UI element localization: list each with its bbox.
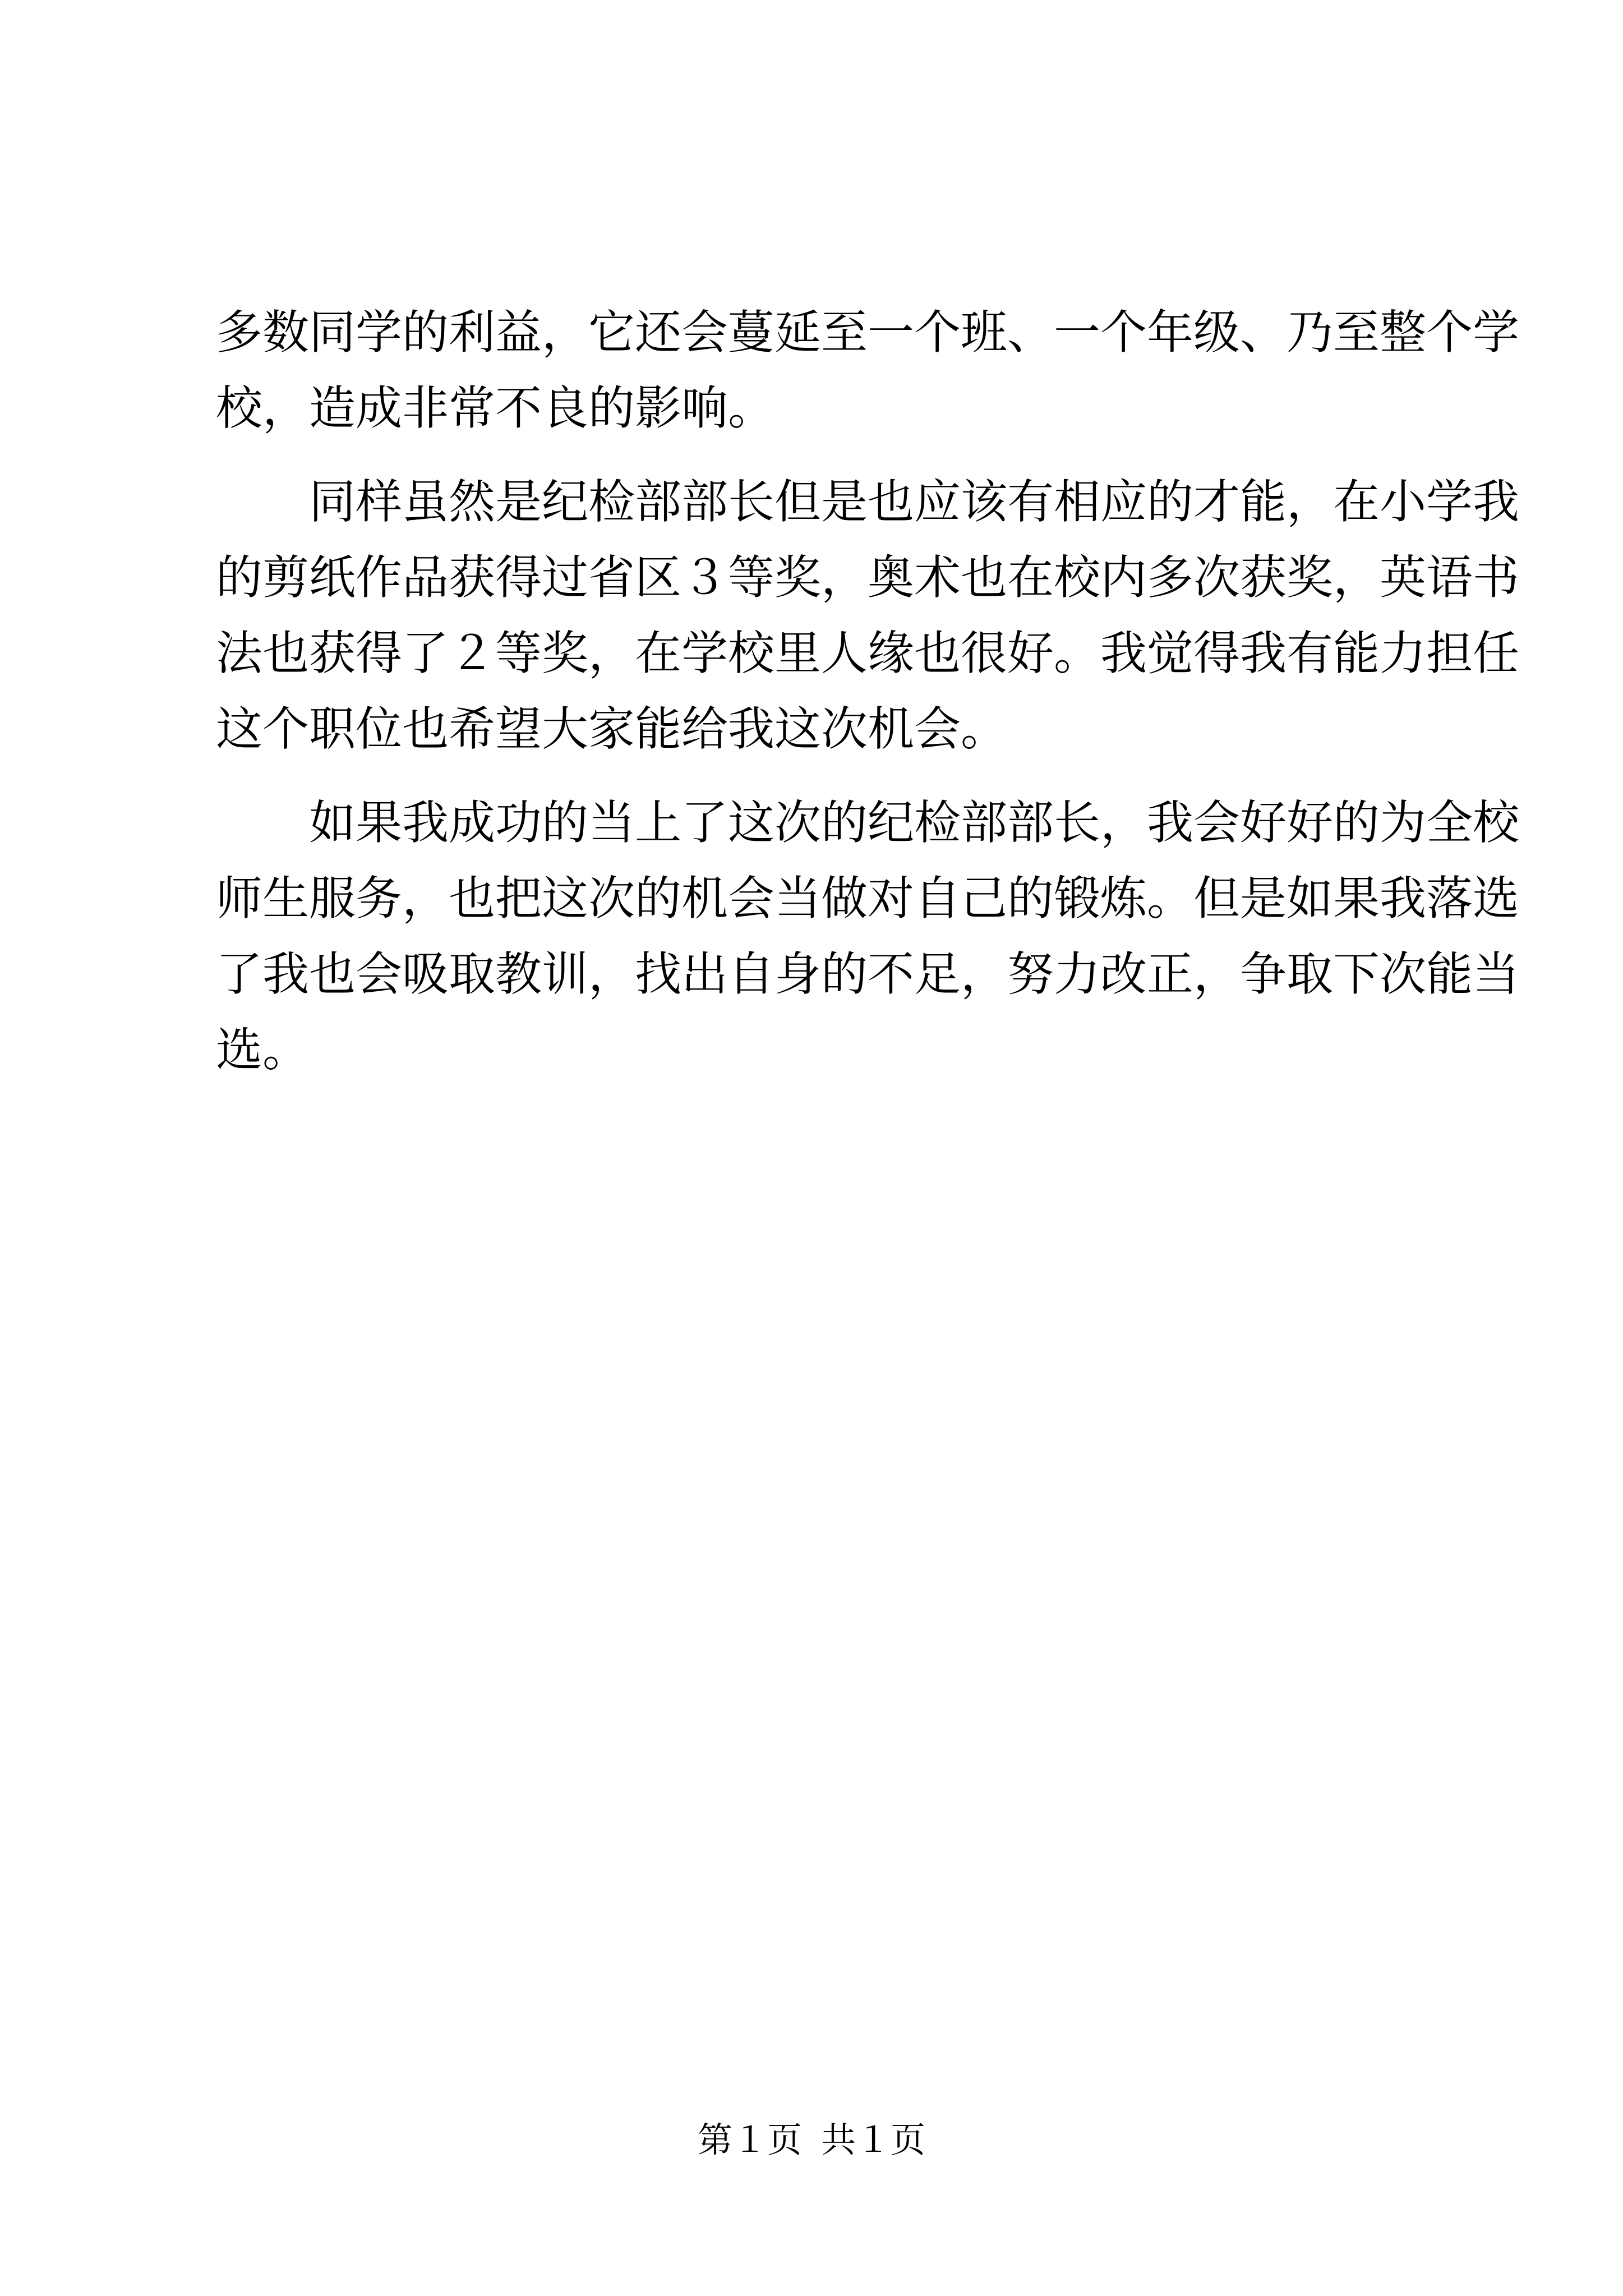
paragraph-3 [216, 785, 1519, 1088]
paragraph-line: 校，造成非常不良的影响。 [216, 381, 774, 435]
paragraph-line: 法也获得了２等奖，在学校里人缘也很好。我觉得我有能力担任 [216, 626, 1519, 680]
paragraph-line: 师生服务，也把这次的机会当做对自己的锻炼。但是如果我落选 [216, 871, 1519, 926]
paragraph-line: 选。 [216, 1023, 309, 1077]
paragraph-line: 了我也会吸取教训，找出自身的不足，努力改正，争取下次能当 [216, 947, 1519, 1001]
paragraph-line: 如果我成功的当上了这次的纪检部部长，我会好好的为全校 [309, 795, 1519, 850]
paragraph-line: 同样虽然是纪检部部长但是也应该有相应的才能，在小学我 [309, 475, 1519, 529]
paragraph-spacer [216, 446, 1413, 464]
paragraph-line: 这个职位也希望大家能给我这次机会。 [216, 702, 1007, 756]
page-number-current: 第１页 [697, 2119, 802, 2160]
paragraph-line: 多数同学的利益，它还会蔓延至一个班、一个年级、乃至整个学 [216, 305, 1519, 360]
paragraph-line: 的剪纸作品获得过省区３等奖，奥术也在校内多次获奖，英语书 [216, 550, 1519, 605]
paragraph-2 [216, 464, 1519, 767]
paragraph-1 [216, 295, 1519, 446]
page-footer [0, 2118, 1623, 2162]
document-body [216, 295, 1519, 1088]
page-number-total: 共１页 [821, 2119, 926, 2160]
paragraph-spacer [216, 767, 1413, 785]
